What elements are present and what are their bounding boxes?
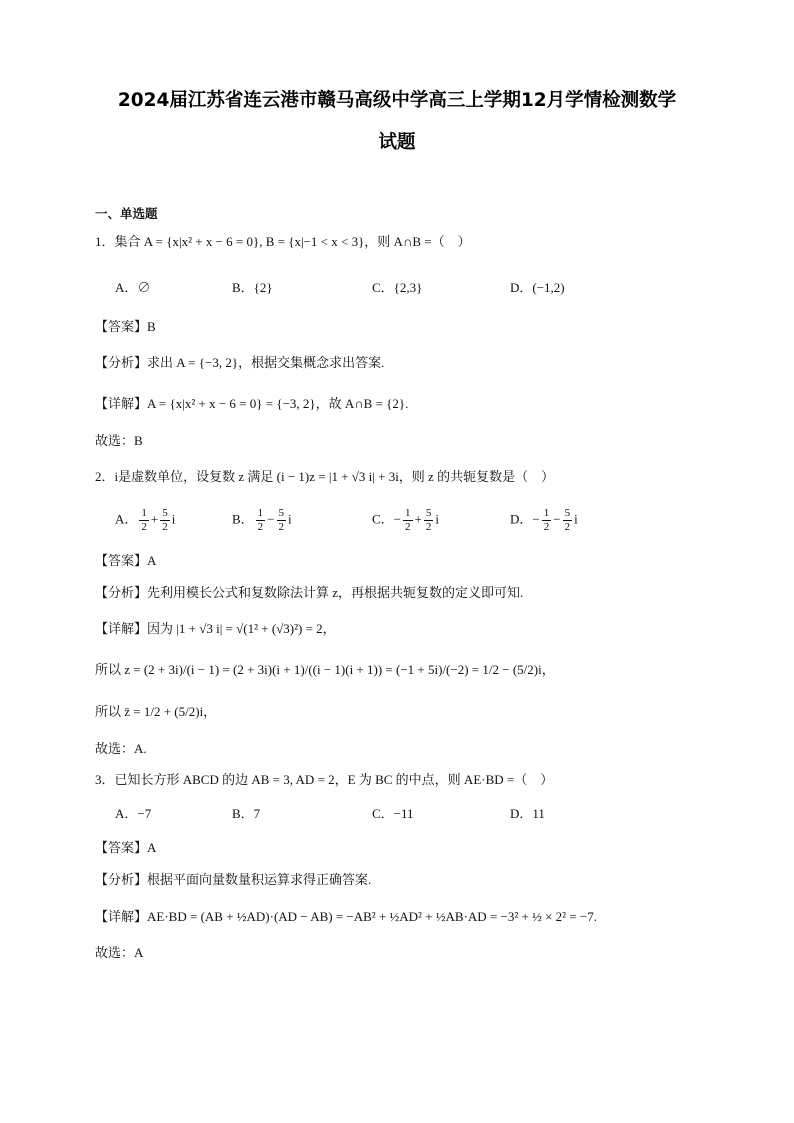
numerator: 5	[564, 507, 571, 519]
option-label: D．	[510, 511, 533, 527]
q1-option-a: A．∅	[115, 280, 151, 295]
numerator: 1	[405, 507, 411, 519]
fraction	[277, 507, 287, 534]
q3-detail	[95, 908, 597, 927]
q2-stem: 2．i是虚数单位，设复数 z 满足 (i − 1)z = |1 + √3 i| + 3i，则 z 的共轭复数是（ ）	[95, 469, 555, 484]
q2-detail-1	[95, 620, 336, 639]
numerator: 5	[425, 507, 432, 519]
operator: +	[150, 511, 159, 527]
fraction	[160, 507, 170, 534]
denominator: 2	[405, 521, 411, 533]
fraction	[403, 507, 413, 534]
q2-choose: 故选：A.	[95, 741, 147, 756]
q3-option-c: C．−11	[372, 806, 414, 821]
q3-option-d: D．11	[510, 806, 545, 821]
q3-choose: 故选：A	[95, 945, 144, 960]
numerator: 1	[141, 507, 147, 519]
q3-stem: 3．已知长方形 ABCD 的边 AB = 3, AD = 2，E 为 BC 的中点，则 AE·BD =（ ）	[95, 772, 554, 787]
detail-text: 因为 |1 + √3 i| = √(1² + (√3)²) = 2，	[147, 621, 336, 636]
option-label: C．	[372, 511, 394, 527]
q1-option-d: D．(−1,2)	[510, 280, 565, 295]
analysis-text: 根据平面向量数量积运算求得正确答案.	[147, 872, 372, 887]
denominator: 2	[278, 521, 285, 533]
option-label: B．	[232, 511, 254, 527]
q2-option-b: B． $\frac{1}{2}$ − $\frac{5}{2}$ i	[232, 507, 292, 533]
q2-option-d: D．− $\frac{1}{2}$ − $\frac{5}{2}$ i	[510, 507, 578, 533]
analysis-label: 【分析】	[95, 586, 148, 601]
fraction	[424, 507, 434, 534]
denominator: 2	[162, 521, 168, 533]
option-sign: −	[393, 511, 402, 527]
detail-text: A = {x|x² + x − 6 = 0} = {−3, 2}，故 A∩B = {2}.	[147, 396, 409, 411]
denominator: 2	[141, 521, 147, 533]
numerator: 5	[278, 507, 285, 519]
numerator: 1	[257, 507, 264, 519]
q2-option-c: C．− $\frac{1}{2}$ + $\frac{5}{2}$ i	[372, 507, 439, 533]
analysis-label: 【分析】	[95, 356, 148, 371]
answer-label: 【答案】	[95, 841, 148, 856]
analysis-label: 【分析】	[95, 873, 148, 888]
denominator: 2	[425, 521, 432, 533]
q2-analysis	[95, 584, 523, 603]
page-title-line1: 2024届江苏省连云港市赣马高级中学高三上学期12月学情检测数学	[117, 90, 677, 111]
numerator: 1	[543, 507, 550, 519]
answer-value: A	[147, 553, 157, 568]
analysis-text: 求出 A = {−3, 2}，根据交集概念求出答案.	[147, 355, 385, 370]
answer-value: B	[147, 319, 156, 334]
fraction	[542, 507, 552, 534]
detail-label: 【详解】	[95, 910, 148, 925]
q3-analysis	[95, 871, 371, 890]
option-label: A．	[115, 511, 138, 527]
fraction	[256, 507, 266, 534]
denominator: 2	[543, 521, 550, 533]
operator: +	[414, 511, 422, 527]
fraction	[563, 507, 573, 534]
denominator: 2	[564, 521, 571, 533]
q1-option-c: C．{2,3}	[372, 280, 423, 295]
detail-label: 【详解】	[95, 622, 148, 637]
q1-choose: 故选：B	[95, 433, 143, 448]
q2-detail-3: 所以 z̄ = 1/2 + (5/2)i，	[95, 704, 217, 719]
numerator: 5	[162, 507, 168, 519]
section-heading: 一、单选题	[95, 206, 158, 221]
answer-value: A	[147, 840, 157, 855]
q3-answer	[95, 839, 156, 858]
q1-option-b: B．{2}	[232, 280, 273, 295]
answer-label: 【答案】	[95, 554, 148, 569]
q1-answer	[95, 318, 156, 337]
denominator: 2	[257, 521, 264, 533]
q2-option-a: A． $\frac{1}{2}$ + $\frac{5}{2}$ i	[115, 507, 176, 533]
fraction	[139, 507, 149, 534]
page-title-line2: 试题	[378, 132, 416, 153]
q1-analysis	[95, 354, 384, 373]
q3-option-a: A．−7	[115, 806, 152, 821]
detail-label: 【详解】	[95, 397, 148, 412]
operator: −	[553, 511, 561, 527]
option-sign: −	[532, 511, 540, 527]
operator: −	[267, 511, 275, 527]
q2-answer	[95, 552, 156, 571]
answer-label: 【答案】	[95, 320, 148, 335]
analysis-text: 先利用模长公式和复数除法计算 z，再根据共轭复数的定义即可知.	[147, 585, 524, 600]
q2-detail-2: 所以 z = (2 + 3i)/(i − 1) = (2 + 3i)(i + 1)/((i − 1)(i + 1)) = (−1 + 5i)/(−2) = 1/2 − (5/2)i，	[95, 662, 555, 677]
q3-option-b: B．7	[232, 806, 261, 821]
detail-text: AE·BD = (AB + ½AD)·(AD − AB) = −AB² + ½AD² + ½AB·AD = −3² + ½ × 2² = −7.	[147, 909, 597, 924]
q1-stem: 1．集合 A = {x|x² + x − 6 = 0}, B = {x|−1 < x < 3}，则 A∩B =（ ）	[95, 234, 471, 249]
q1-detail	[95, 395, 408, 414]
